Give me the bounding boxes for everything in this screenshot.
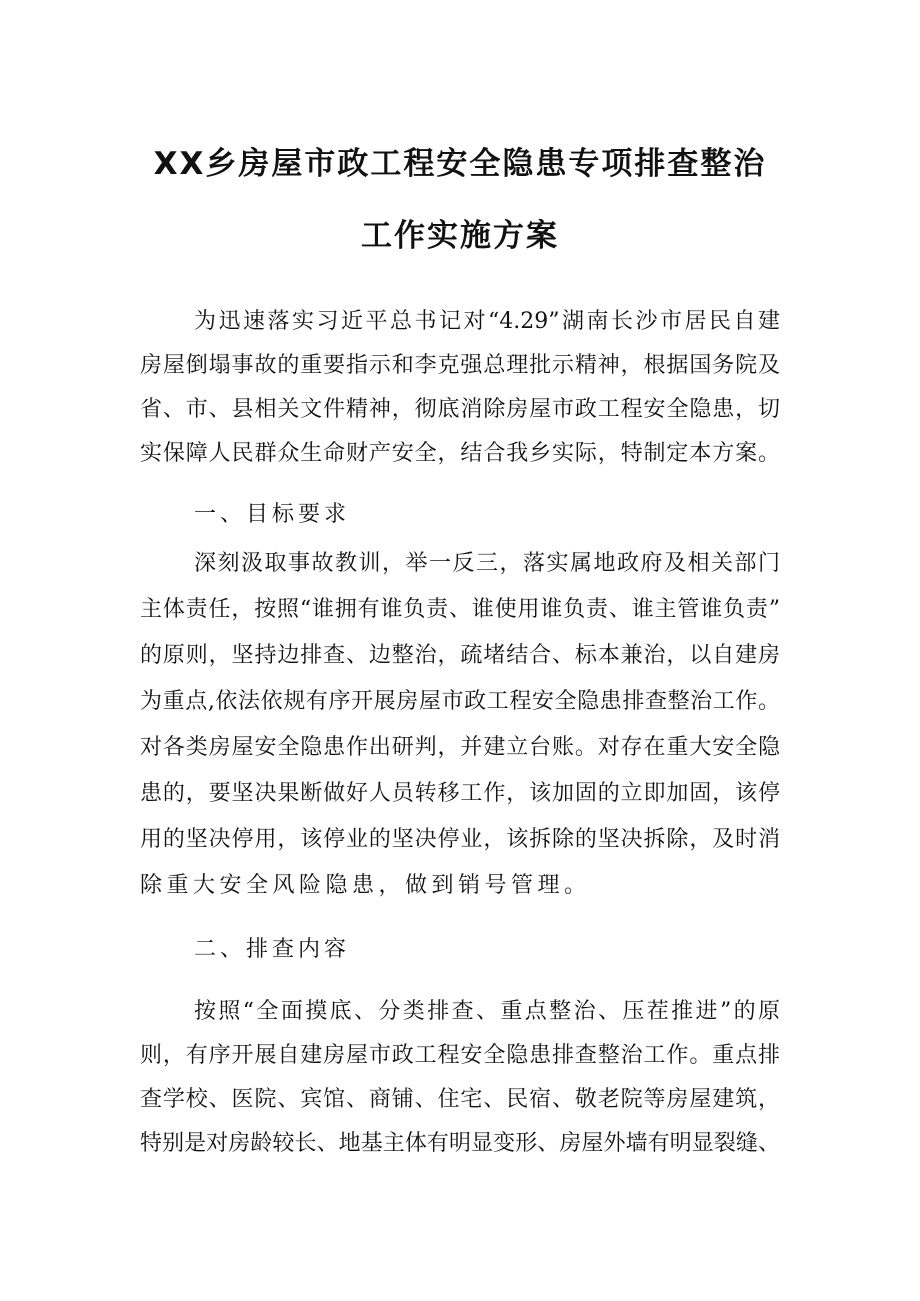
text-line: 则，有序开展自建房屋市政工程安全隐患排查整治工作。重点排: [140, 1043, 780, 1068]
text-line: 房屋倒塌事故的重要指示和李克强总理批示精神，根据国务院及: [140, 353, 780, 378]
text-line: 用的坚决停用，该停业的坚决停业，该拆除的坚决拆除，及时消: [140, 827, 780, 852]
text-line: 患的，要坚决果断做好人员转移工作，该加固的立即加固，该停: [140, 781, 780, 806]
text-line: 深刻汲取事故教训，举一反三，落实属地政府及相关部门: [194, 551, 780, 576]
text-line: 的原则，坚持边排查、边整治，疏堵结合、标本兼治，以自建房: [140, 643, 780, 668]
text-line: 省、市、县相关文件精神，彻底消除房屋市政工程安全隐患，切: [140, 397, 780, 422]
paragraph-goals: [140, 541, 780, 909]
paragraph-intro: [140, 300, 780, 476]
text-line: 查学校、医院、宾馆、商铺、住宅、民宿、敬老院等房屋建筑，: [140, 1087, 780, 1112]
text-line: 为重点,依法依规有序开展房屋市政工程安全隐患排查整治工作。: [140, 689, 780, 714]
document-title-line-1: XX乡房屋市政工程安全隐患专项排查整治: [153, 146, 767, 182]
section-heading-1: [140, 493, 780, 537]
document-title-line-2: 工作实施方案: [361, 218, 559, 254]
heading-text: 一、目标要求: [194, 502, 351, 527]
section-heading-2: [140, 928, 780, 972]
text-line: 为迅速落实习近平总书记对“4.29”湖南长沙市居民自建: [194, 309, 780, 334]
text-line: 按照“全面摸底、分类排查、重点整治、压茬推进”的原: [194, 999, 780, 1024]
text-line: 实保障人民群众生命财产安全，结合我乡实际，特制定本方案。: [140, 441, 780, 466]
heading-text: 二、排查内容: [194, 937, 351, 962]
text-line: 对各类房屋安全隐患作出研判，并建立台账。对存在重大安全隐: [140, 735, 780, 760]
text-line: 除重大安全风险隐患，做到销号管理。: [140, 873, 591, 898]
text-line: 主体责任，按照“谁拥有谁负责、谁使用谁负责、谁主管谁负责”: [140, 597, 780, 622]
text-line: 特别是对房龄较长、地基主体有明显变形、房屋外墙有明显裂缝、: [140, 1131, 780, 1156]
paragraph-scope: [140, 990, 780, 1166]
